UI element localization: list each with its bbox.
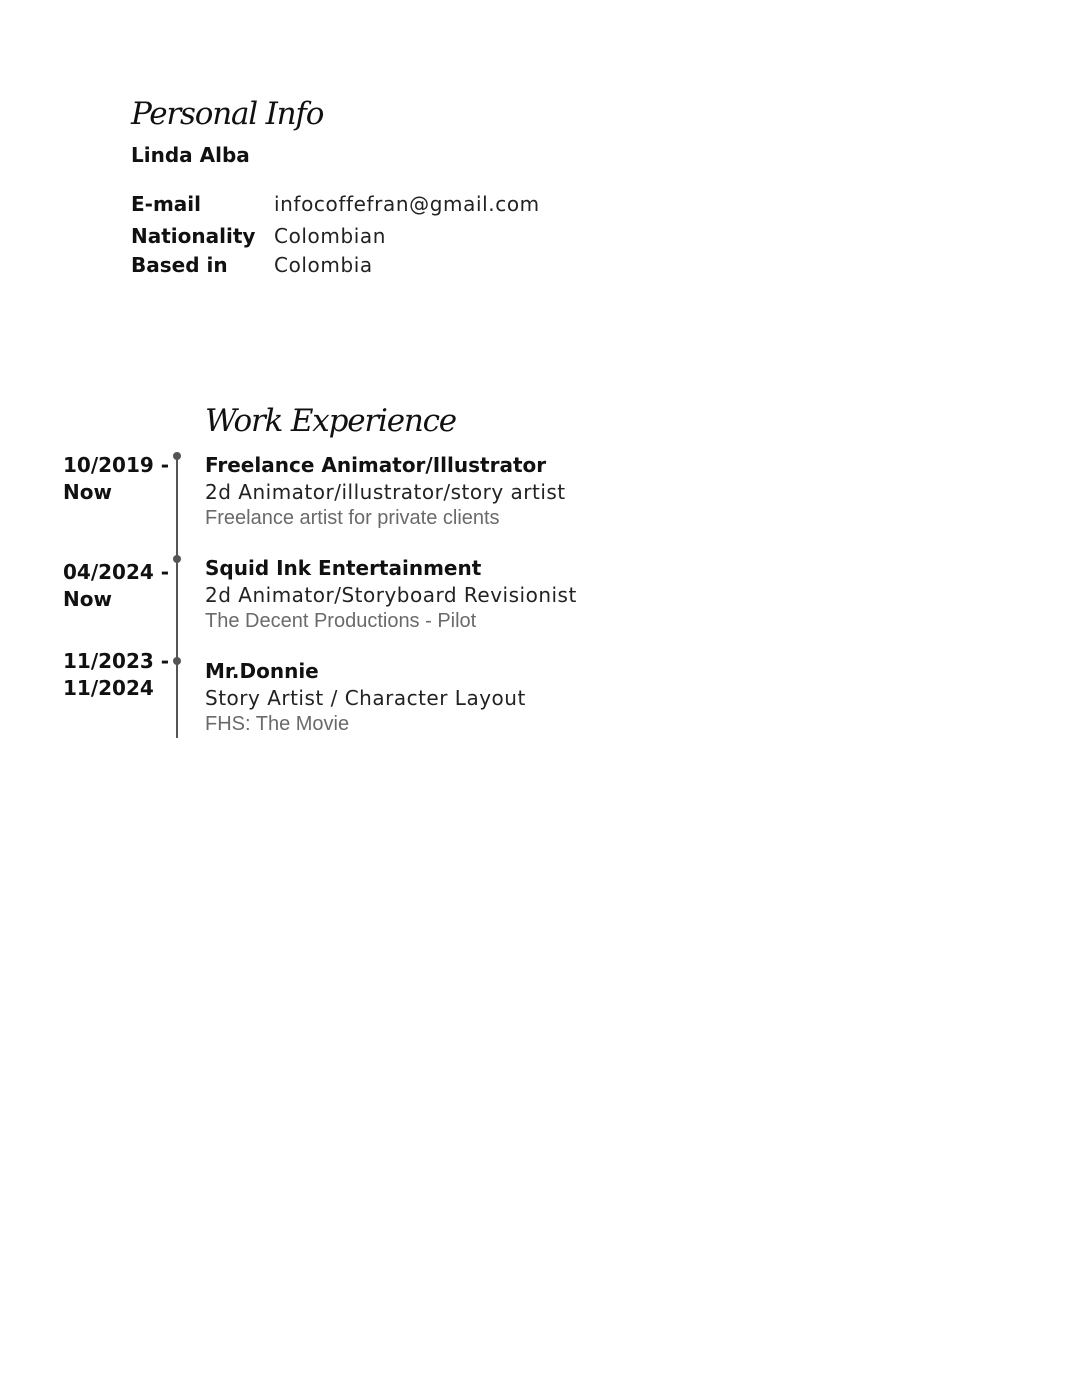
work-experience-heading: Work Experience [205,403,456,439]
info-label: Based in [131,253,228,277]
info-row-email [131,192,731,220]
period-start: 11/2023 - [63,649,170,673]
job-company: Squid Ink Entertainment [205,556,482,580]
job-entry [205,658,526,738]
timeline-dot [173,452,181,460]
job-period [63,559,169,613]
based-in-value: Colombia [274,253,373,277]
timeline-dot [173,555,181,563]
job-role: 2d Animator/Storyboard Revisionist [205,583,577,607]
personal-info-heading: Personal Info [131,96,324,132]
timeline-dot [173,657,181,665]
job-period [63,648,169,702]
person-name: Linda Alba [131,143,250,167]
period-start: 10/2019 - [63,453,170,477]
period-end: Now [63,587,112,611]
info-row-based-in [131,253,731,281]
job-detail: FHS: The Movie [205,713,350,735]
info-label: Nationality [131,224,256,248]
info-row-nationality [131,224,731,252]
job-period [63,452,169,506]
job-entry [205,452,566,532]
period-end: 11/2024 [63,676,154,700]
timeline-line [176,456,178,738]
period-start: 04/2024 - [63,560,170,584]
job-company: Mr.Donnie [205,659,319,683]
info-label: E-mail [131,192,202,216]
nationality-value: Colombian [274,224,387,248]
job-role: 2d Animator/illustrator/story artist [205,480,566,504]
email-value: infocoffefran@gmail.com [274,192,540,216]
job-role: Story Artist / Character Layout [205,686,526,710]
period-end: Now [63,480,112,504]
job-entry [205,555,577,635]
job-company: Freelance Animator/Illustrator [205,453,547,477]
job-detail: The Decent Productions - Pilot [205,610,477,632]
job-detail: Freelance artist for private clients [205,507,500,529]
